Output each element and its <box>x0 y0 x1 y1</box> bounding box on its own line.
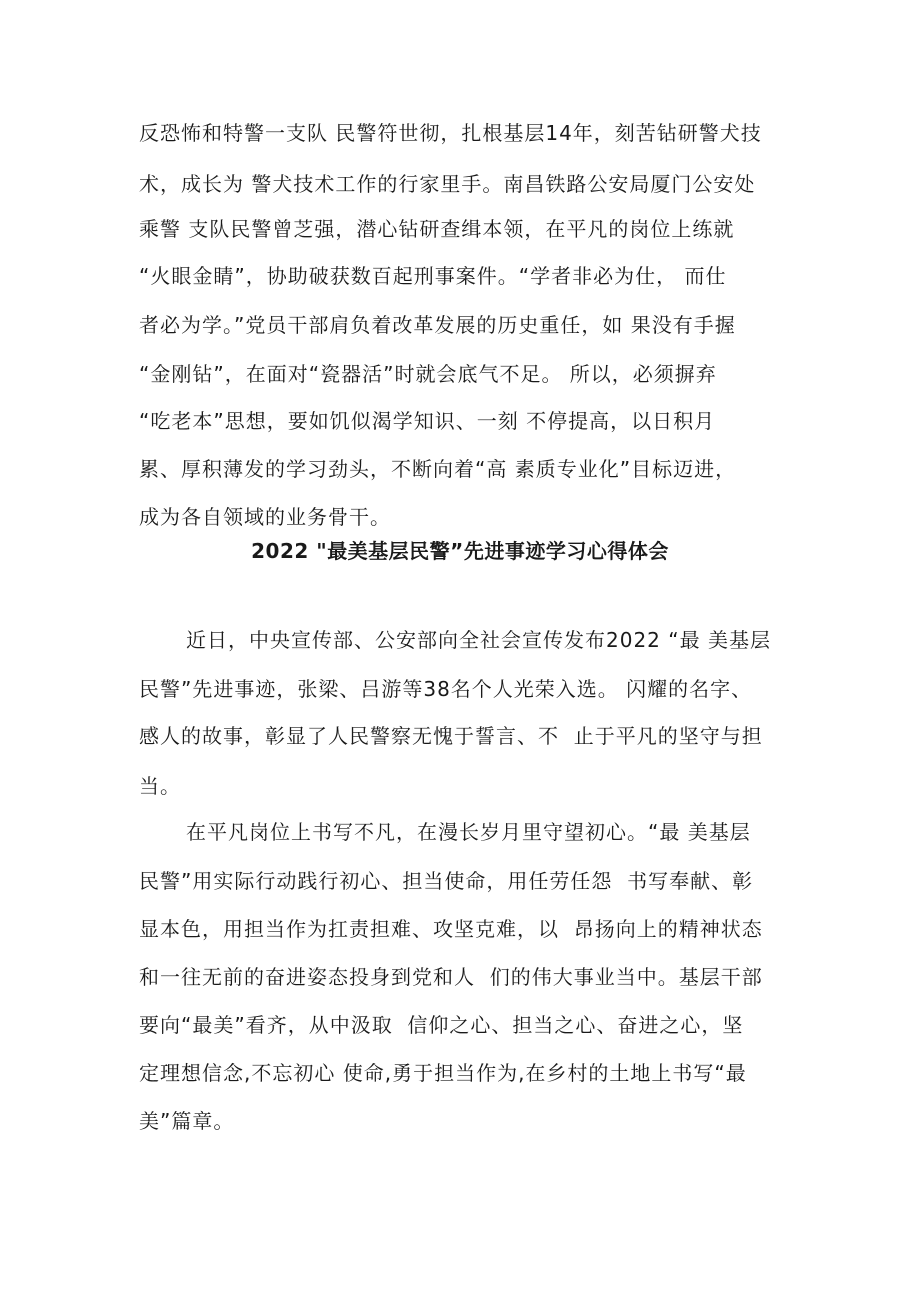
text-line: 美”篇章。 <box>139 1109 235 1133</box>
text-line: 民警”用实际行动践行初心、担当使命，用任劳任怨 书写奉献、彰 <box>139 869 754 893</box>
text-line: 近日，中央宣传部、公安部向全社会宣传发布2022 “最 美基层 <box>186 628 771 652</box>
text-line: 定理想信念,不忘初心 使命,勇于担当作为,在乡村的土地上书写“最 <box>139 1061 747 1085</box>
text-line: 当。 <box>139 774 181 798</box>
text-line: 者必为学。”党员干部肩负着改革发展的历史重任，如 果没有手握 <box>139 313 736 337</box>
text-line: 累、厚积薄发的学习劲头，不断向着“高 素质专业化”目标迈进， <box>139 457 737 481</box>
text-line: 民警”先进事迹，张梁、吕游等38名个人光荣入选。 闪耀的名字、 <box>139 677 753 701</box>
text-line: “吃老本”思想，要如饥似渴学知识、一刻 不停提高，以日积月 <box>139 409 716 433</box>
text-line: 成为各自领域的业务骨干。 <box>139 505 391 529</box>
text-line: “金刚钻”，在面对“瓷器活”时就会底气不足。 所以，必须摒弃 <box>139 362 717 386</box>
text-line: 显本色，用担当作为扛责担难、攻坚克难，以 昂扬向上的精神状态 <box>139 917 763 941</box>
article-title: 2022 "最美基层民警”先进事迹学习心得体会 <box>251 539 669 563</box>
text-line: 在平凡岗位上书写不凡，在漫长岁月里守望初心。“最 美基层 <box>186 820 751 844</box>
text-line: “火眼金睛”，协助破获数百起刑事案件。“学者非必为仕， 而仕 <box>139 264 727 288</box>
text-line: 感人的故事，彰显了人民警察无愧于誓言、不 止于平凡的坚守与担 <box>139 724 763 748</box>
text-line: 乘警 支队民警曾芝强，潜心钻研查缉本领，在平凡的岗位上练就 <box>139 217 735 241</box>
text-line: 要向“最美”看齐，从中汲取 信仰之心、担当之心、奋进之心，坚 <box>139 1013 744 1037</box>
text-line: 反恐怖和特警一支队 民警符世彻，扎根基层14年，刻苦钻研警犬技 <box>139 121 762 145</box>
text-line: 和一往无前的奋进姿态投身到党和人 们的伟大事业当中。基层干部 <box>139 965 763 989</box>
text-line: 术，成长为 警犬技术工作的行家里手。南昌铁路公安局厦门公安处 <box>139 172 756 196</box>
